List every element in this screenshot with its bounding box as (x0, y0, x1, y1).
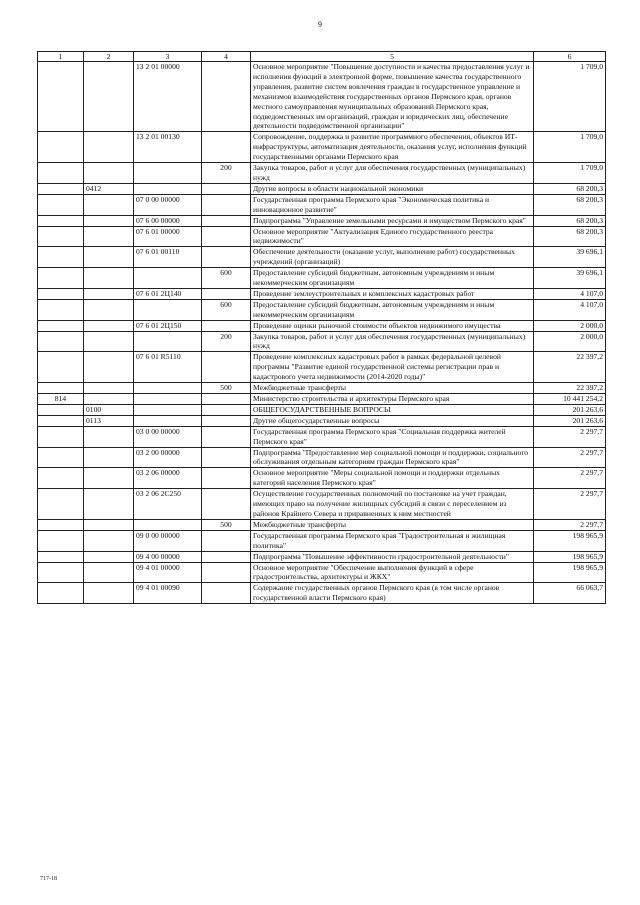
table-row (38, 288, 606, 299)
table-row (38, 215, 606, 226)
target-article-cell: 03 0 00 00000 (134, 426, 202, 447)
amount-cell: 2 297,7 (534, 468, 606, 489)
expense-type-cell (202, 583, 251, 604)
section-code-cell (84, 268, 134, 289)
ministry-code-cell (38, 299, 84, 320)
target-article-cell: 13 2 01 00130 (134, 132, 202, 163)
expense-type-cell (202, 468, 251, 489)
description-cell: Обеспечение деятельности (оказание услуг, выполнение работ) государственных учреждений (организаций) (251, 247, 534, 268)
section-code-cell (84, 320, 134, 331)
ministry-code-cell (38, 551, 84, 562)
ministry-code-cell (38, 226, 84, 247)
section-code-cell (84, 288, 134, 299)
target-article-cell: 09 4 01 00000 (134, 562, 202, 583)
section-code-cell (84, 352, 134, 383)
expense-type-cell (202, 394, 251, 405)
amount-cell: 198 965,9 (534, 530, 606, 551)
description-cell: Основное мероприятие "Обеспечение выполнения функций в сфере градостроительства, архитектуры и ЖКХ" (251, 562, 534, 583)
description-cell: Межбюджетные трансферты (251, 383, 534, 394)
ministry-code-cell (38, 320, 84, 331)
amount-cell: 201 263,6 (534, 404, 606, 415)
expense-type-cell: 500 (202, 383, 251, 394)
ministry-code-cell (38, 468, 84, 489)
section-code-cell (84, 331, 134, 352)
expense-type-cell: 200 (202, 163, 251, 184)
target-article-cell: 07 6 01 2Ц150 (134, 320, 202, 331)
table-row (38, 562, 606, 583)
section-code-cell: 0113 (84, 415, 134, 426)
section-code-cell (84, 62, 134, 132)
section-code-cell (84, 215, 134, 226)
table-row (38, 331, 606, 352)
expense-type-cell (202, 288, 251, 299)
table-row (38, 247, 606, 268)
amount-cell: 68 200,3 (534, 194, 606, 215)
section-code-cell (84, 530, 134, 551)
ministry-code-cell (38, 530, 84, 551)
description-cell: Основное мероприятие "Актуализация Единого государственного реестра недвижимости" (251, 226, 534, 247)
target-article-cell: 09 4 01 00090 (134, 583, 202, 604)
table-row (38, 194, 606, 215)
target-article-cell: 03 2 06 00000 (134, 468, 202, 489)
target-article-cell: 07 6 01 00000 (134, 226, 202, 247)
amount-cell: 1 709,0 (534, 132, 606, 163)
amount-cell: 2 000,0 (534, 331, 606, 352)
ministry-code-cell (38, 62, 84, 132)
table-row (38, 268, 606, 289)
table-row (38, 299, 606, 320)
amount-cell: 1 709,0 (534, 163, 606, 184)
target-article-cell: 09 0 00 00000 (134, 530, 202, 551)
ministry-code-cell (38, 194, 84, 215)
description-cell: Проведение землеустроительных и комплексных кадастровых работ (251, 288, 534, 299)
section-code-cell (84, 489, 134, 520)
expense-type-cell (202, 247, 251, 268)
expense-type-cell: 600 (202, 268, 251, 289)
section-code-cell (84, 562, 134, 583)
description-cell: Сопровождение, поддержка и развитие программного обеспечения, объектов ИТ-инфраструктуры, автоматизация деятельности, оказания услуг, исполнения функций государственными органами Пермского края (251, 132, 534, 163)
target-article-cell: 07 6 01 2Ц140 (134, 288, 202, 299)
table-row (38, 404, 606, 415)
expense-type-cell (202, 194, 251, 215)
section-code-cell (84, 447, 134, 468)
table-row (38, 320, 606, 331)
amount-cell: 198 965,9 (534, 551, 606, 562)
description-cell: Другие вопросы в области национальной экономики (251, 183, 534, 194)
section-code-cell (84, 551, 134, 562)
table-row (38, 583, 606, 604)
target-article-cell: 07 0 00 00000 (134, 194, 202, 215)
description-cell: Закупка товаров, работ и услуг для обеспечения государственных (муниципальных) нужд (251, 163, 534, 184)
description-cell: Подпрограмма "Предоставление мер социальной помощи и поддержки, социального обслуживания отдельным категориям граждан Пермского края" (251, 447, 534, 468)
amount-cell: 2 297,7 (534, 519, 606, 530)
expense-type-cell (202, 215, 251, 226)
description-cell: ОБЩЕГОСУДАРСТВЕННЫЕ ВОПРОСЫ (251, 404, 534, 415)
ministry-code-cell (38, 132, 84, 163)
section-code-cell (84, 468, 134, 489)
amount-cell: 2 297,7 (534, 489, 606, 520)
description-cell: Закупка товаров, работ и услуг для обеспечения государственных (муниципальных) нужд (251, 331, 534, 352)
amount-cell: 2 000,0 (534, 320, 606, 331)
budget-table (37, 51, 606, 604)
target-article-cell (134, 268, 202, 289)
description-cell: Подпрограмма "Управление земельными ресурсами и имуществом Пермского края" (251, 215, 534, 226)
target-article-cell (134, 183, 202, 194)
description-cell: Другие общегосударственные вопросы (251, 415, 534, 426)
target-article-cell (134, 163, 202, 184)
ministry-code-cell (38, 215, 84, 226)
target-article-cell: 13 2 01 00000 (134, 62, 202, 132)
section-code-cell (84, 394, 134, 405)
description-cell: Министерство строительства и архитектуры Пермского края (251, 394, 534, 405)
description-cell: Государственная программа Пермского края "Экономическая политика и инновационное развитие" (251, 194, 534, 215)
column-header: 4 (202, 52, 251, 62)
column-header: 2 (84, 52, 134, 62)
section-code-cell (84, 519, 134, 530)
footer-code: 717-18 (40, 876, 57, 882)
amount-cell: 66 063,7 (534, 583, 606, 604)
section-code-cell (84, 426, 134, 447)
ministry-code-cell (38, 288, 84, 299)
target-article-cell: 09 4 00 00000 (134, 551, 202, 562)
table-row (38, 183, 606, 194)
expense-type-cell (202, 320, 251, 331)
amount-cell: 68 200,3 (534, 226, 606, 247)
ministry-code-cell (38, 183, 84, 194)
amount-cell: 201 263,6 (534, 415, 606, 426)
amount-cell: 22 397,2 (534, 352, 606, 383)
amount-cell: 39 696,1 (534, 268, 606, 289)
section-code-cell (84, 163, 134, 184)
description-cell: Содержание государственных органов Пермского края (в том числе органов государственной власти Пермского края) (251, 583, 534, 604)
target-article-cell (134, 383, 202, 394)
ministry-code-cell (38, 247, 84, 268)
description-cell: Основное мероприятие "Повышение доступности и качества предоставления услуг и исполнения функций в электронной форме, повышение качества государственного управления, развитие систем вовлечения граждан в государственное управление и механизмов взаимодействия государственных органов Пермского края, органов местного самоуправления муниципальных образований Пермского края, подведомственных им организаций, граждан и юридических лиц, обеспечение деятельности подведомственной организации" (251, 62, 534, 132)
target-article-cell (134, 519, 202, 530)
table-row (38, 383, 606, 394)
table-row (38, 426, 606, 447)
target-article-cell (134, 404, 202, 415)
target-article-cell (134, 331, 202, 352)
ministry-code-cell (38, 352, 84, 383)
expense-type-cell (202, 551, 251, 562)
section-code-cell (84, 583, 134, 604)
ministry-code-cell (38, 268, 84, 289)
ministry-code-cell (38, 404, 84, 415)
expense-type-cell: 200 (202, 331, 251, 352)
description-cell: Основное мероприятие "Меры социальной помощи и поддержки отдельных категорий населения Пермского края" (251, 468, 534, 489)
ministry-code-cell: 814 (38, 394, 84, 405)
description-cell: Проведение оценки рыночной стоимости объектов недвижимого имущества (251, 320, 534, 331)
target-article-cell: 07 6 01 00110 (134, 247, 202, 268)
section-code-cell (84, 226, 134, 247)
table-row (38, 352, 606, 383)
ministry-code-cell (38, 163, 84, 184)
table-row (38, 394, 606, 405)
section-code-cell: 0100 (84, 404, 134, 415)
expense-type-cell (202, 426, 251, 447)
amount-cell: 22 397,2 (534, 383, 606, 394)
expense-type-cell (202, 489, 251, 520)
expense-type-cell (202, 226, 251, 247)
ministry-code-cell (38, 583, 84, 604)
description-cell: Межбюджетные трансферты (251, 519, 534, 530)
amount-cell: 1 709,0 (534, 62, 606, 132)
table-row (38, 519, 606, 530)
amount-cell: 68 200,3 (534, 215, 606, 226)
table-row (38, 530, 606, 551)
table-row (38, 468, 606, 489)
expense-type-cell (202, 62, 251, 132)
amount-cell: 39 696,1 (534, 247, 606, 268)
expense-type-cell: 500 (202, 519, 251, 530)
section-code-cell (84, 132, 134, 163)
expense-type-cell (202, 132, 251, 163)
target-article-cell (134, 394, 202, 405)
column-header: 3 (134, 52, 202, 62)
amount-cell: 2 297,7 (534, 447, 606, 468)
section-code-cell (84, 383, 134, 394)
expense-type-cell (202, 352, 251, 383)
amount-cell: 68 200,3 (534, 183, 606, 194)
section-code-cell (84, 194, 134, 215)
expense-type-cell (202, 562, 251, 583)
amount-cell: 198 965,9 (534, 562, 606, 583)
table-row (38, 163, 606, 184)
ministry-code-cell (38, 415, 84, 426)
section-code-cell: 0412 (84, 183, 134, 194)
ministry-code-cell (38, 331, 84, 352)
column-header: 6 (534, 52, 606, 62)
table-header-row (38, 52, 606, 62)
amount-cell: 2 297,7 (534, 426, 606, 447)
ministry-code-cell (38, 447, 84, 468)
expense-type-cell: 600 (202, 299, 251, 320)
table-row (38, 226, 606, 247)
description-cell: Осуществление государственных полномочий по постановке на учет граждан, имеющих право на получение жилищных субсидий в связи с переселением из районов Крайнего Севера и приравненных к ним местностей (251, 489, 534, 520)
ministry-code-cell (38, 426, 84, 447)
expense-type-cell (202, 530, 251, 551)
table-row (38, 132, 606, 163)
section-code-cell (84, 247, 134, 268)
target-article-cell (134, 299, 202, 320)
column-header: 5 (251, 52, 534, 62)
description-cell: Предоставление субсидий бюджетным, автономным учреждениям и иным некоммерческим организациям (251, 299, 534, 320)
description-cell: Государственная программа Пермского края "Градостроительная и жилищная политика" (251, 530, 534, 551)
ministry-code-cell (38, 519, 84, 530)
table-row (38, 415, 606, 426)
table-row (38, 489, 606, 520)
table-row (38, 551, 606, 562)
description-cell: Подпрограмма "Повышение эффективности градостроительной деятельности" (251, 551, 534, 562)
target-article-cell: 03 2 06 2С250 (134, 489, 202, 520)
ministry-code-cell (38, 489, 84, 520)
target-article-cell: 03 2 00 00000 (134, 447, 202, 468)
expense-type-cell (202, 415, 251, 426)
page-number: 9 (318, 20, 322, 29)
section-code-cell (84, 299, 134, 320)
description-cell: Предоставление субсидий бюджетным, автономным учреждениям и иным некоммерческим организациям (251, 268, 534, 289)
ministry-code-cell (38, 562, 84, 583)
column-header: 1 (38, 52, 84, 62)
table-row (38, 62, 606, 132)
target-article-cell: 07 6 00 00000 (134, 215, 202, 226)
expense-type-cell (202, 447, 251, 468)
description-cell: Проведение комплексных кадастровых работ в рамках федеральной целевой программы "Развитие единой государственной системы регистрации прав и кадастрового учета недвижимости (2014-2020 годы)" (251, 352, 534, 383)
table-row (38, 447, 606, 468)
target-article-cell: 07 6 01 R5110 (134, 352, 202, 383)
expense-type-cell (202, 183, 251, 194)
ministry-code-cell (38, 383, 84, 394)
description-cell: Государственная программа Пермского края "Социальная поддержка жителей Пермского края" (251, 426, 534, 447)
amount-cell: 10 441 254,2 (534, 394, 606, 405)
amount-cell: 4 107,0 (534, 299, 606, 320)
amount-cell: 4 107,0 (534, 288, 606, 299)
target-article-cell (134, 415, 202, 426)
expense-type-cell (202, 404, 251, 415)
